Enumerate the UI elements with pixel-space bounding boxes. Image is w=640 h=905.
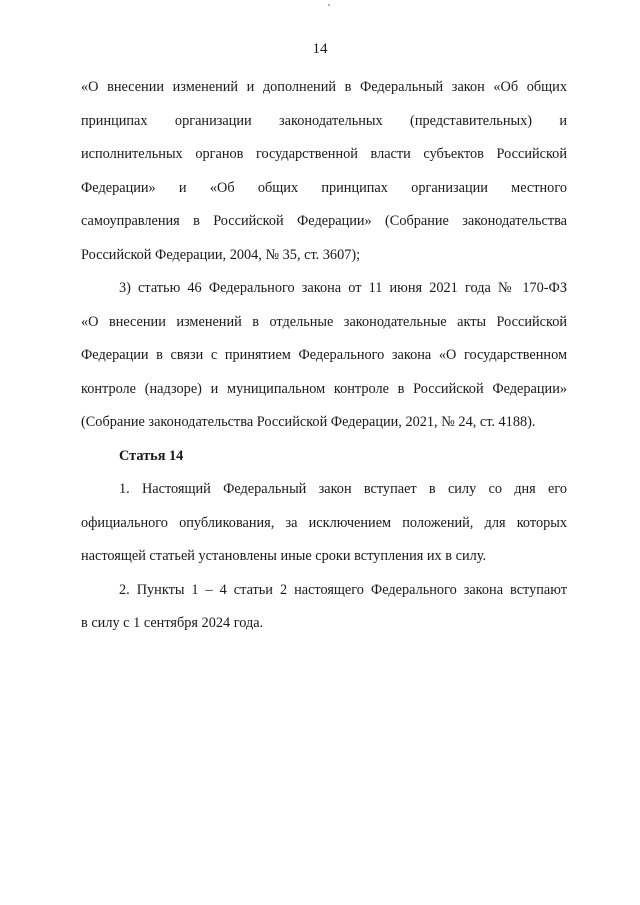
text-line: в силу с 1 сентября 2024 года. — [81, 615, 264, 631]
scan-mark — [328, 4, 330, 6]
text-line: Федерации в связи с принятием Федерального закона «О государственном — [81, 347, 567, 363]
text-line: контроле (надзоре) и муниципальном контроле в Российской Федерации» — [81, 380, 567, 397]
text-line: принципах организации законодательных (представительных) и — [81, 112, 567, 129]
article-paragraph-1 — [81, 473, 567, 574]
text-line: Федерации» и «Об общих принципах организации местного — [81, 179, 567, 196]
text-line: исполнительных органов государственной власти субъектов Российской — [81, 146, 567, 162]
text-line: «О внесении изменений в отдельные законодательные акты Российской — [81, 313, 567, 330]
text-line: «О внесении изменений и дополнений в Федеральный закон «Об общих — [81, 79, 567, 95]
paragraph-continuation — [81, 71, 567, 272]
article-heading: Статья 14 — [119, 447, 184, 464]
text-line: 3) статью 46 Федерального закона от 11 июня 2021 года № 170-ФЗ — [119, 280, 567, 296]
text-line: настоящей статьей установлены иные сроки вступления их в силу. — [81, 548, 487, 564]
text-line: (Собрание законодательства Российской Федерации, 2021, № 24, ст. 4188). — [81, 414, 536, 430]
text-line: самоуправления в Российской Федерации» (Собрание законодательства — [81, 213, 567, 229]
article-paragraph-2 — [81, 574, 567, 641]
text-line: 1. Настоящий Федеральный закон вступает в силу со дня его — [119, 481, 567, 497]
page-number: 14 — [312, 41, 328, 57]
document-body — [81, 71, 567, 641]
text-line: 2. Пункты 1 – 4 статьи 2 настоящего Федерального закона вступают — [119, 581, 567, 598]
paragraph-item-3 — [81, 272, 567, 440]
text-line: Российской Федерации, 2004, № 35, ст. 3607); — [81, 246, 361, 263]
text-line: официального опубликования, за исключением положений, для которых — [81, 514, 567, 531]
